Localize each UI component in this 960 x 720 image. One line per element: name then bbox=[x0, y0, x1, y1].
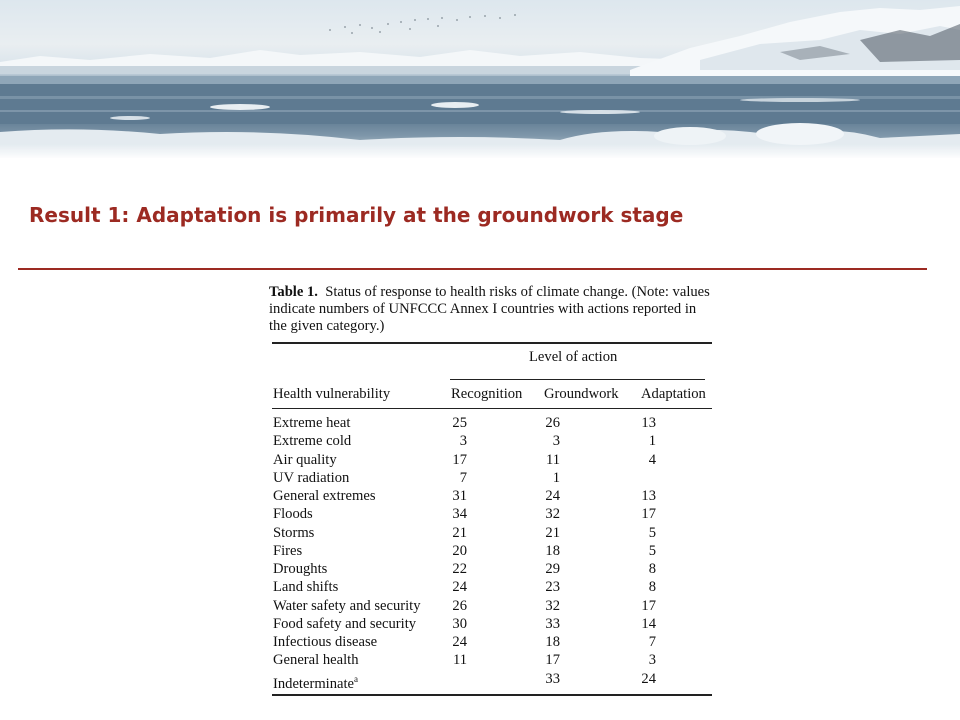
table-caption-text: Status of response to health risks of climate change. (Note: values indicate numbers of UNFCCC Annex I countries with actions reported in the given category.) bbox=[269, 284, 710, 334]
row-name-indeterminate bbox=[273, 670, 358, 693]
table-caption-label: Table 1. bbox=[269, 284, 318, 300]
cell-recognition: 20 bbox=[452, 542, 467, 559]
cell-groundwork: 24 bbox=[545, 488, 560, 504]
cell-adaptation: 17 bbox=[641, 597, 656, 614]
slide-title: Result 1: Adaptation is primarily at the groundwork stage bbox=[29, 203, 684, 227]
cell-adaptation: 24 bbox=[641, 670, 656, 687]
cell-groundwork: 1 bbox=[552, 469, 560, 486]
row-name: Floods bbox=[273, 506, 313, 523]
cell-adaptation: 13 bbox=[641, 415, 656, 431]
footnote-marker: a bbox=[354, 673, 359, 684]
cell-adaptation: 5 bbox=[648, 524, 656, 541]
table-row bbox=[266, 615, 718, 633]
cell-recognition: 11 bbox=[452, 652, 467, 669]
arctic-banner-image bbox=[0, 0, 960, 158]
row-name: Infectious disease bbox=[273, 634, 378, 650]
cell-groundwork: 17 bbox=[545, 652, 560, 669]
cell-recognition: 24 bbox=[452, 579, 467, 596]
cell-adaptation: 14 bbox=[641, 615, 656, 632]
cell-groundwork: 11 bbox=[545, 451, 560, 468]
cell-recognition: 30 bbox=[452, 615, 467, 632]
cell-adaptation: 8 bbox=[648, 561, 656, 577]
cell-recognition: 3 bbox=[459, 433, 467, 450]
cell-recognition: 31 bbox=[452, 488, 467, 504]
arctic-landscape-illustration bbox=[0, 0, 960, 158]
table-caption bbox=[269, 284, 717, 335]
table-row bbox=[266, 597, 718, 615]
cell-groundwork: 18 bbox=[545, 542, 560, 559]
row-name: UV radiation bbox=[273, 469, 350, 486]
cell-adaptation: 4 bbox=[648, 451, 656, 468]
table-row bbox=[266, 633, 718, 651]
title-divider bbox=[18, 268, 927, 270]
table-row bbox=[266, 432, 718, 450]
results-table bbox=[266, 282, 718, 702]
banner-fade bbox=[0, 144, 960, 158]
cell-recognition: 24 bbox=[452, 634, 467, 650]
row-name: Droughts bbox=[273, 561, 328, 577]
cell-groundwork: 23 bbox=[545, 579, 560, 596]
table-row bbox=[266, 670, 718, 692]
column-header-groundwork: Groundwork bbox=[544, 386, 619, 402]
cell-recognition: 25 bbox=[452, 415, 467, 431]
cell-recognition: 17 bbox=[452, 451, 467, 468]
table-row bbox=[266, 451, 718, 469]
row-name: Water safety and security bbox=[273, 597, 421, 614]
table-row bbox=[266, 651, 718, 669]
cell-groundwork: 32 bbox=[545, 597, 560, 614]
row-name: Food safety and security bbox=[273, 615, 417, 632]
cell-groundwork: 21 bbox=[545, 524, 560, 541]
row-name: Storms bbox=[273, 524, 315, 541]
row-name: Fires bbox=[273, 542, 303, 559]
cell-recognition: 34 bbox=[452, 506, 467, 523]
cell-adaptation: 5 bbox=[648, 542, 656, 559]
table-row bbox=[266, 469, 718, 487]
row-name-text: Indeterminate bbox=[273, 675, 355, 692]
cell-recognition: 21 bbox=[452, 524, 467, 541]
cell-recognition: 26 bbox=[452, 597, 467, 614]
column-header-recognition: Recognition bbox=[451, 386, 523, 402]
cell-groundwork: 33 bbox=[545, 615, 560, 632]
cell-adaptation: 7 bbox=[648, 634, 656, 650]
cell-adaptation: 1 bbox=[648, 433, 656, 450]
header-rule bbox=[272, 408, 712, 409]
row-name: Air quality bbox=[273, 451, 337, 468]
table-row bbox=[266, 414, 718, 432]
cell-adaptation: 17 bbox=[641, 506, 656, 523]
cell-groundwork: 26 bbox=[545, 415, 560, 431]
cell-groundwork: 18 bbox=[545, 634, 560, 650]
table-top-rule bbox=[272, 342, 712, 344]
column-header-health-vulnerability: Health vulnerability bbox=[273, 386, 391, 402]
cell-recognition: 22 bbox=[452, 561, 467, 577]
table-row bbox=[266, 505, 718, 523]
row-name: Extreme heat bbox=[273, 415, 351, 431]
row-name: General extremes bbox=[273, 488, 376, 504]
table-row bbox=[266, 524, 718, 542]
cell-adaptation: 3 bbox=[648, 652, 656, 669]
column-header-adaptation: Adaptation bbox=[641, 386, 706, 402]
cell-groundwork: 29 bbox=[545, 561, 560, 577]
table-bottom-rule bbox=[272, 694, 712, 696]
cell-groundwork: 3 bbox=[552, 433, 560, 450]
table-body bbox=[266, 414, 718, 692]
level-of-action-header: Level of action bbox=[529, 349, 618, 365]
table-row bbox=[266, 560, 718, 578]
row-name: General health bbox=[273, 652, 359, 669]
level-span-rule bbox=[450, 379, 705, 380]
row-name: Land shifts bbox=[273, 579, 339, 596]
cell-groundwork: 33 bbox=[545, 670, 560, 687]
table-row bbox=[266, 578, 718, 596]
row-name: Extreme cold bbox=[273, 433, 352, 450]
cell-groundwork: 32 bbox=[545, 506, 560, 523]
cell-recognition: 7 bbox=[459, 469, 467, 486]
table-row bbox=[266, 487, 718, 505]
cell-adaptation: 13 bbox=[641, 488, 656, 504]
cell-adaptation: 8 bbox=[648, 579, 656, 596]
table-row bbox=[266, 542, 718, 560]
